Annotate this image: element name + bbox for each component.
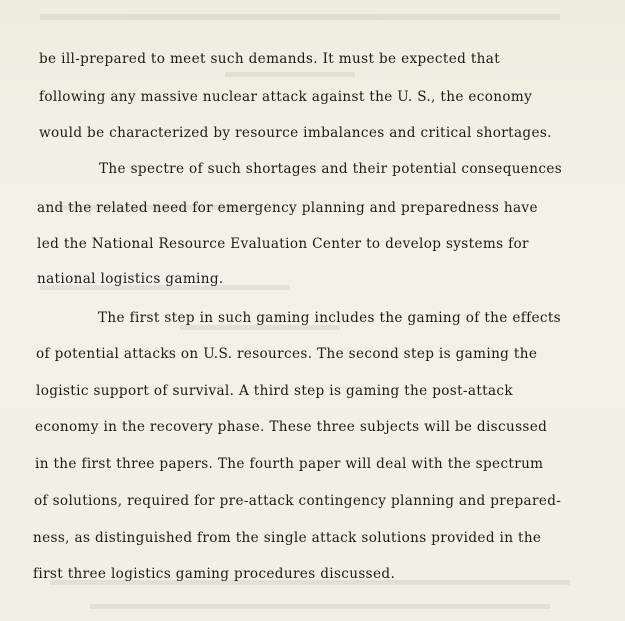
text-line: ness, as distinguished from the single attack solutions provided in the <box>33 530 542 546</box>
text-line: and the related need for emergency planning and preparedness have <box>37 200 538 216</box>
text-line: logistic support of survival. A third step is gaming the post-attack <box>36 383 513 399</box>
text-line: of solutions, required for pre-attack contingency planning and prepared- <box>34 493 562 509</box>
text-line: first three logistics gaming procedures discussed. <box>33 566 396 582</box>
text-line: The first step in such gaming includes the gaming of the effects <box>98 310 561 326</box>
text-line: national logistics gaming. <box>37 271 224 287</box>
text-line: The spectre of such shortages and their potential consequences <box>99 161 563 177</box>
text-line: would be characterized by resource imbalances and critical shortages. <box>39 125 552 141</box>
text-line: following any massive nuclear attack against the U. S., the economy <box>39 89 533 105</box>
text-line: in the first three papers. The fourth paper will deal with the spectrum <box>35 456 544 472</box>
text-line: led the National Resource Evaluation Center to develop systems for <box>37 236 529 252</box>
text-line: of potential attacks on U.S. resources. The second step is gaming the <box>36 346 538 362</box>
text-line: be ill-prepared to meet such demands. It must be expected that <box>39 51 501 67</box>
text-line: economy in the recovery phase. These three subjects will be discussed <box>35 419 548 435</box>
